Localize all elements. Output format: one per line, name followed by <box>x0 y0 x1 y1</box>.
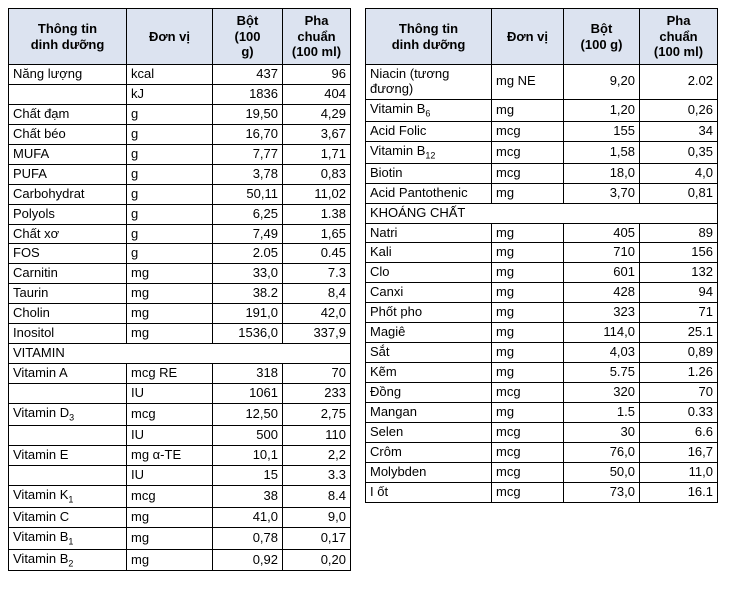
cell-liquid-value: 0.45 <box>283 244 351 264</box>
table-row <box>366 383 718 403</box>
header-cell-powder <box>564 9 640 65</box>
cell-nutrient-name: Sắt <box>366 343 492 363</box>
cell-nutrient-name: Năng lượng <box>9 65 127 85</box>
cell-nutrient-name <box>9 384 127 404</box>
table-row <box>366 303 718 323</box>
cell-powder-value: 0,78 <box>213 527 283 549</box>
cell-liquid-value: 404 <box>283 84 351 104</box>
cell-nutrient-name: Vitamin $B_{12}$ <box>366 141 492 163</box>
cell-liquid-value: 34 <box>640 121 718 141</box>
cell-powder-value: 318 <box>213 364 283 384</box>
cell-liquid-value: 89 <box>640 223 718 243</box>
table-row <box>366 141 718 163</box>
cell-liquid-value: 70 <box>640 383 718 403</box>
cell-nutrient-name: Canxi <box>366 283 492 303</box>
cell-nutrient-name: Chất béo <box>9 124 127 144</box>
cell-liquid-value: 4,0 <box>640 163 718 183</box>
table-row <box>366 223 718 243</box>
cell-powder-value: 1.5 <box>564 402 640 422</box>
header-cell-liquid <box>640 9 718 65</box>
cell-nutrient-name: Molybden <box>366 462 492 482</box>
header-cell-name <box>9 9 127 65</box>
cell-powder-value: 500 <box>213 425 283 445</box>
cell-nutrient-name: MUFA <box>9 144 127 164</box>
cell-unit: mg <box>492 363 564 383</box>
cell-powder-value: 76,0 <box>564 442 640 462</box>
cell-liquid-value: 156 <box>640 243 718 263</box>
cell-nutrient-name: Clo <box>366 263 492 283</box>
cell-powder-value: 19,50 <box>213 104 283 124</box>
header-cell-unit <box>127 9 213 65</box>
cell-unit: mg <box>127 507 213 527</box>
cell-powder-value: 10,1 <box>213 445 283 465</box>
cell-liquid-value: 11,0 <box>640 462 718 482</box>
cell-unit: g <box>127 244 213 264</box>
cell-nutrient-name: Vitamin E <box>9 445 127 465</box>
cell-liquid-value: 2.02 <box>640 65 718 100</box>
header-line: Bột <box>236 13 259 29</box>
header-line: (100 ml) <box>653 44 704 60</box>
table-row <box>366 283 718 303</box>
cell-liquid-value: 0,89 <box>640 343 718 363</box>
cell-nutrient-name: Phốt pho <box>366 303 492 323</box>
cell-unit: mg <box>492 343 564 363</box>
cell-liquid-value: 8.4 <box>283 485 351 507</box>
cell-liquid-value: 0,17 <box>283 527 351 549</box>
cell-powder-value: 1,20 <box>564 99 640 121</box>
section-label: KHOÁNG CHẤT <box>366 203 718 223</box>
cell-nutrient-name: Vitamin $B_1$ <box>9 527 127 549</box>
cell-powder-value: 7,77 <box>213 144 283 164</box>
cell-powder-value: 0,92 <box>213 549 283 571</box>
header-cell-unit <box>492 9 564 65</box>
cell-unit: mg <box>492 183 564 203</box>
cell-powder-value: 4,03 <box>564 343 640 363</box>
cell-unit: g <box>127 164 213 184</box>
cell-liquid-value: 1,71 <box>283 144 351 164</box>
cell-nutrient-name: Carnitin <box>9 264 127 284</box>
cell-liquid-value: 6.6 <box>640 422 718 442</box>
table-row <box>9 527 351 549</box>
cell-liquid-value: 2,2 <box>283 445 351 465</box>
table-row <box>366 243 718 263</box>
cell-liquid-value: 0,26 <box>640 99 718 121</box>
table-row <box>9 284 351 304</box>
cell-liquid-value: 42,0 <box>283 304 351 324</box>
table-row <box>366 183 718 203</box>
table-row <box>366 363 718 383</box>
cell-powder-value: 405 <box>564 223 640 243</box>
cell-nutrient-name: Chất xơ <box>9 224 127 244</box>
subscript: 6 <box>425 108 431 119</box>
header-line: chuẩn <box>297 28 336 44</box>
header-line: Đơn vị <box>506 28 549 44</box>
cell-liquid-value: 16,7 <box>640 442 718 462</box>
table-row <box>9 445 351 465</box>
cell-unit: mcg <box>492 141 564 163</box>
subscript: 1 <box>68 536 74 547</box>
header-line: chuẩn <box>659 28 698 44</box>
cell-unit: g <box>127 124 213 144</box>
cell-nutrient-name: Biotin <box>366 163 492 183</box>
cell-powder-value: 1061 <box>213 384 283 404</box>
cell-nutrient-name: Kali <box>366 243 492 263</box>
cell-unit: mg <box>492 303 564 323</box>
cell-powder-value: 710 <box>564 243 640 263</box>
cell-liquid-value: 1.38 <box>283 204 351 224</box>
cell-powder-value: 6,25 <box>213 204 283 224</box>
cell-nutrient-name <box>9 425 127 445</box>
table-left-header <box>9 9 351 65</box>
cell-powder-value: 155 <box>564 121 640 141</box>
cell-unit: mcg <box>492 442 564 462</box>
cell-liquid-value: 4,29 <box>283 104 351 124</box>
cell-unit: mg α-TE <box>127 445 213 465</box>
cell-unit: g <box>127 144 213 164</box>
table-row <box>366 482 718 502</box>
cell-unit: g <box>127 104 213 124</box>
cell-powder-value: 41,0 <box>213 507 283 527</box>
cell-unit: mcg <box>492 482 564 502</box>
subscript: 2 <box>68 558 74 569</box>
subscript: 3 <box>69 412 75 423</box>
table-row <box>366 323 718 343</box>
cell-liquid-value: 132 <box>640 263 718 283</box>
table-row <box>9 403 351 425</box>
cell-unit: mg <box>127 264 213 284</box>
header-line: Pha <box>304 13 329 29</box>
cell-unit: mcg <box>127 403 213 425</box>
cell-powder-value: 3,78 <box>213 164 283 184</box>
cell-unit: mcg RE <box>127 364 213 384</box>
cell-unit: mcg <box>492 383 564 403</box>
cell-unit: IU <box>127 384 213 404</box>
cell-powder-value: 12,50 <box>213 403 283 425</box>
cell-unit: mg <box>492 283 564 303</box>
cell-unit: IU <box>127 425 213 445</box>
table-row <box>9 549 351 571</box>
cell-liquid-value: 3,67 <box>283 124 351 144</box>
cell-nutrient-name: Polyols <box>9 204 127 224</box>
cell-powder-value: 33,0 <box>213 264 283 284</box>
cell-liquid-value: 94 <box>640 283 718 303</box>
section-row <box>9 344 351 364</box>
table-row <box>366 163 718 183</box>
cell-nutrient-name: Magiê <box>366 323 492 343</box>
cell-liquid-value: 1,65 <box>283 224 351 244</box>
cell-nutrient-name: Vitamin $K_1$ <box>9 485 127 507</box>
header-line: Thông tin <box>37 20 98 36</box>
cell-liquid-value: 1.26 <box>640 363 718 383</box>
table-row <box>366 263 718 283</box>
table-row <box>9 465 351 485</box>
cell-liquid-value: 3.3 <box>283 465 351 485</box>
header-cell-powder <box>213 9 283 65</box>
cell-nutrient-name: Đồng <box>366 383 492 403</box>
header-line: g) <box>241 44 254 60</box>
cell-unit: kJ <box>127 84 213 104</box>
header-line: Pha <box>666 13 691 29</box>
cell-unit: g <box>127 224 213 244</box>
cell-liquid-value: 0.33 <box>640 402 718 422</box>
cell-nutrient-name: Chất đạm <box>9 104 127 124</box>
table-row <box>366 422 718 442</box>
table-row <box>9 124 351 144</box>
cell-powder-value: 1836 <box>213 84 283 104</box>
table-row <box>366 121 718 141</box>
cell-unit: mg <box>492 323 564 343</box>
cell-nutrient-name: Vitamin $B_6$ <box>366 99 492 121</box>
cell-powder-value: 3,70 <box>564 183 640 203</box>
table-row <box>9 485 351 507</box>
cell-powder-value: 1536,0 <box>213 324 283 344</box>
cell-unit: mcg <box>492 121 564 141</box>
table-row <box>366 442 718 462</box>
cell-unit: mg <box>127 304 213 324</box>
table-row <box>9 425 351 445</box>
cell-nutrient-name: Mangan <box>366 402 492 422</box>
cell-powder-value: 320 <box>564 383 640 403</box>
table-row <box>9 104 351 124</box>
cell-nutrient-name: Kẽm <box>366 363 492 383</box>
cell-nutrient-name: FOS <box>9 244 127 264</box>
cell-unit: g <box>127 204 213 224</box>
table-row <box>366 462 718 482</box>
cell-unit: mg <box>127 527 213 549</box>
cell-powder-value: 7,49 <box>213 224 283 244</box>
section-row <box>366 203 718 223</box>
cell-nutrient-name: Taurin <box>9 284 127 304</box>
cell-nutrient-name: Vitamin $D_3$ <box>9 403 127 425</box>
cell-liquid-value: 7.3 <box>283 264 351 284</box>
cell-liquid-value: 71 <box>640 303 718 323</box>
table-row <box>366 99 718 121</box>
table-row <box>9 184 351 204</box>
cell-powder-value: 50,11 <box>213 184 283 204</box>
cell-liquid-value: 337,9 <box>283 324 351 344</box>
cell-nutrient-name: Natri <box>366 223 492 243</box>
cell-nutrient-name: Acid Folic <box>366 121 492 141</box>
cell-unit: mcg <box>492 163 564 183</box>
table-right-header <box>366 9 718 65</box>
table-row <box>9 507 351 527</box>
cell-nutrient-name: Carbohydrat <box>9 184 127 204</box>
nutrition-table-right <box>365 8 718 503</box>
cell-unit: kcal <box>127 65 213 85</box>
cell-unit: mg <box>492 263 564 283</box>
cell-powder-value: 15 <box>213 465 283 485</box>
cell-nutrient-name <box>9 465 127 485</box>
cell-nutrient-name: Niacin (tương đương) <box>366 65 492 100</box>
cell-nutrient-name: Crôm <box>366 442 492 462</box>
table-row <box>9 324 351 344</box>
table-left-body <box>9 65 351 571</box>
table-row <box>9 304 351 324</box>
cell-powder-value: 437 <box>213 65 283 85</box>
cell-nutrient-name: Vitamin $B_2$ <box>9 549 127 571</box>
header-line: dinh dưỡng <box>391 36 466 52</box>
cell-unit: mg <box>127 549 213 571</box>
table-row <box>9 244 351 264</box>
table-row <box>9 264 351 284</box>
table-row <box>9 164 351 184</box>
cell-liquid-value: 0,81 <box>640 183 718 203</box>
cell-liquid-value: 11,02 <box>283 184 351 204</box>
cell-powder-value: 114,0 <box>564 323 640 343</box>
cell-unit: IU <box>127 465 213 485</box>
table-row <box>9 65 351 85</box>
cell-powder-value: 2.05 <box>213 244 283 264</box>
table-row <box>9 84 351 104</box>
header-line: Bột <box>590 20 613 36</box>
cell-unit: mg <box>492 99 564 121</box>
cell-liquid-value: 16.1 <box>640 482 718 502</box>
header-cell-name <box>366 9 492 65</box>
table-right-body <box>366 65 718 503</box>
subscript: 1 <box>68 494 74 505</box>
table-row <box>9 144 351 164</box>
cell-unit: mcg <box>127 485 213 507</box>
cell-powder-value: 30 <box>564 422 640 442</box>
cell-powder-value: 18,0 <box>564 163 640 183</box>
cell-unit: mg <box>492 243 564 263</box>
cell-unit: g <box>127 184 213 204</box>
cell-unit: mcg <box>492 462 564 482</box>
nutrition-table-left <box>8 8 351 571</box>
table-row <box>9 224 351 244</box>
subscript: 12 <box>425 150 436 161</box>
cell-unit: mg <box>492 402 564 422</box>
header-cell-liquid <box>283 9 351 65</box>
cell-powder-value: 191,0 <box>213 304 283 324</box>
cell-powder-value: 428 <box>564 283 640 303</box>
header-line: (100 ml) <box>291 44 342 60</box>
cell-liquid-value: 0,35 <box>640 141 718 163</box>
cell-unit: mg <box>127 284 213 304</box>
header-row <box>366 9 718 65</box>
cell-unit: mg <box>492 223 564 243</box>
cell-powder-value: 38.2 <box>213 284 283 304</box>
cell-liquid-value: 25.1 <box>640 323 718 343</box>
cell-liquid-value: 0,20 <box>283 549 351 571</box>
cell-nutrient-name <box>9 84 127 104</box>
table-row <box>9 204 351 224</box>
header-line: dinh dưỡng <box>30 36 105 52</box>
cell-nutrient-name: I ốt <box>366 482 492 502</box>
cell-powder-value: 73,0 <box>564 482 640 502</box>
tables-container <box>8 8 731 571</box>
cell-unit: mg <box>127 324 213 344</box>
cell-liquid-value: 0,83 <box>283 164 351 184</box>
cell-powder-value: 38 <box>213 485 283 507</box>
table-row <box>9 384 351 404</box>
cell-liquid-value: 96 <box>283 65 351 85</box>
cell-powder-value: 5.75 <box>564 363 640 383</box>
cell-nutrient-name: PUFA <box>9 164 127 184</box>
header-row <box>9 9 351 65</box>
cell-unit: mg NE <box>492 65 564 100</box>
cell-powder-value: 50,0 <box>564 462 640 482</box>
table-row <box>366 402 718 422</box>
cell-liquid-value: 233 <box>283 384 351 404</box>
table-row <box>366 343 718 363</box>
cell-liquid-value: 110 <box>283 425 351 445</box>
cell-nutrient-name: Vitamin A <box>9 364 127 384</box>
table-row <box>366 65 718 100</box>
cell-nutrient-name: Acid Pantothenic <box>366 183 492 203</box>
cell-liquid-value: 9,0 <box>283 507 351 527</box>
header-line: (100 g) <box>580 36 623 52</box>
cell-powder-value: 323 <box>564 303 640 323</box>
table-row <box>9 364 351 384</box>
header-line: (100 <box>234 28 261 44</box>
cell-powder-value: 1,58 <box>564 141 640 163</box>
cell-powder-value: 16,70 <box>213 124 283 144</box>
cell-nutrient-name: Inositol <box>9 324 127 344</box>
cell-liquid-value: 2,75 <box>283 403 351 425</box>
section-label: VITAMIN <box>9 344 351 364</box>
cell-powder-value: 601 <box>564 263 640 283</box>
cell-nutrient-name: Vitamin C <box>9 507 127 527</box>
cell-powder-value: 9,20 <box>564 65 640 100</box>
cell-unit: mcg <box>492 422 564 442</box>
cell-liquid-value: 70 <box>283 364 351 384</box>
header-line: Thông tin <box>398 20 459 36</box>
cell-liquid-value: 8,4 <box>283 284 351 304</box>
cell-nutrient-name: Selen <box>366 422 492 442</box>
cell-nutrient-name: Cholin <box>9 304 127 324</box>
header-line: Đơn vị <box>148 28 191 44</box>
